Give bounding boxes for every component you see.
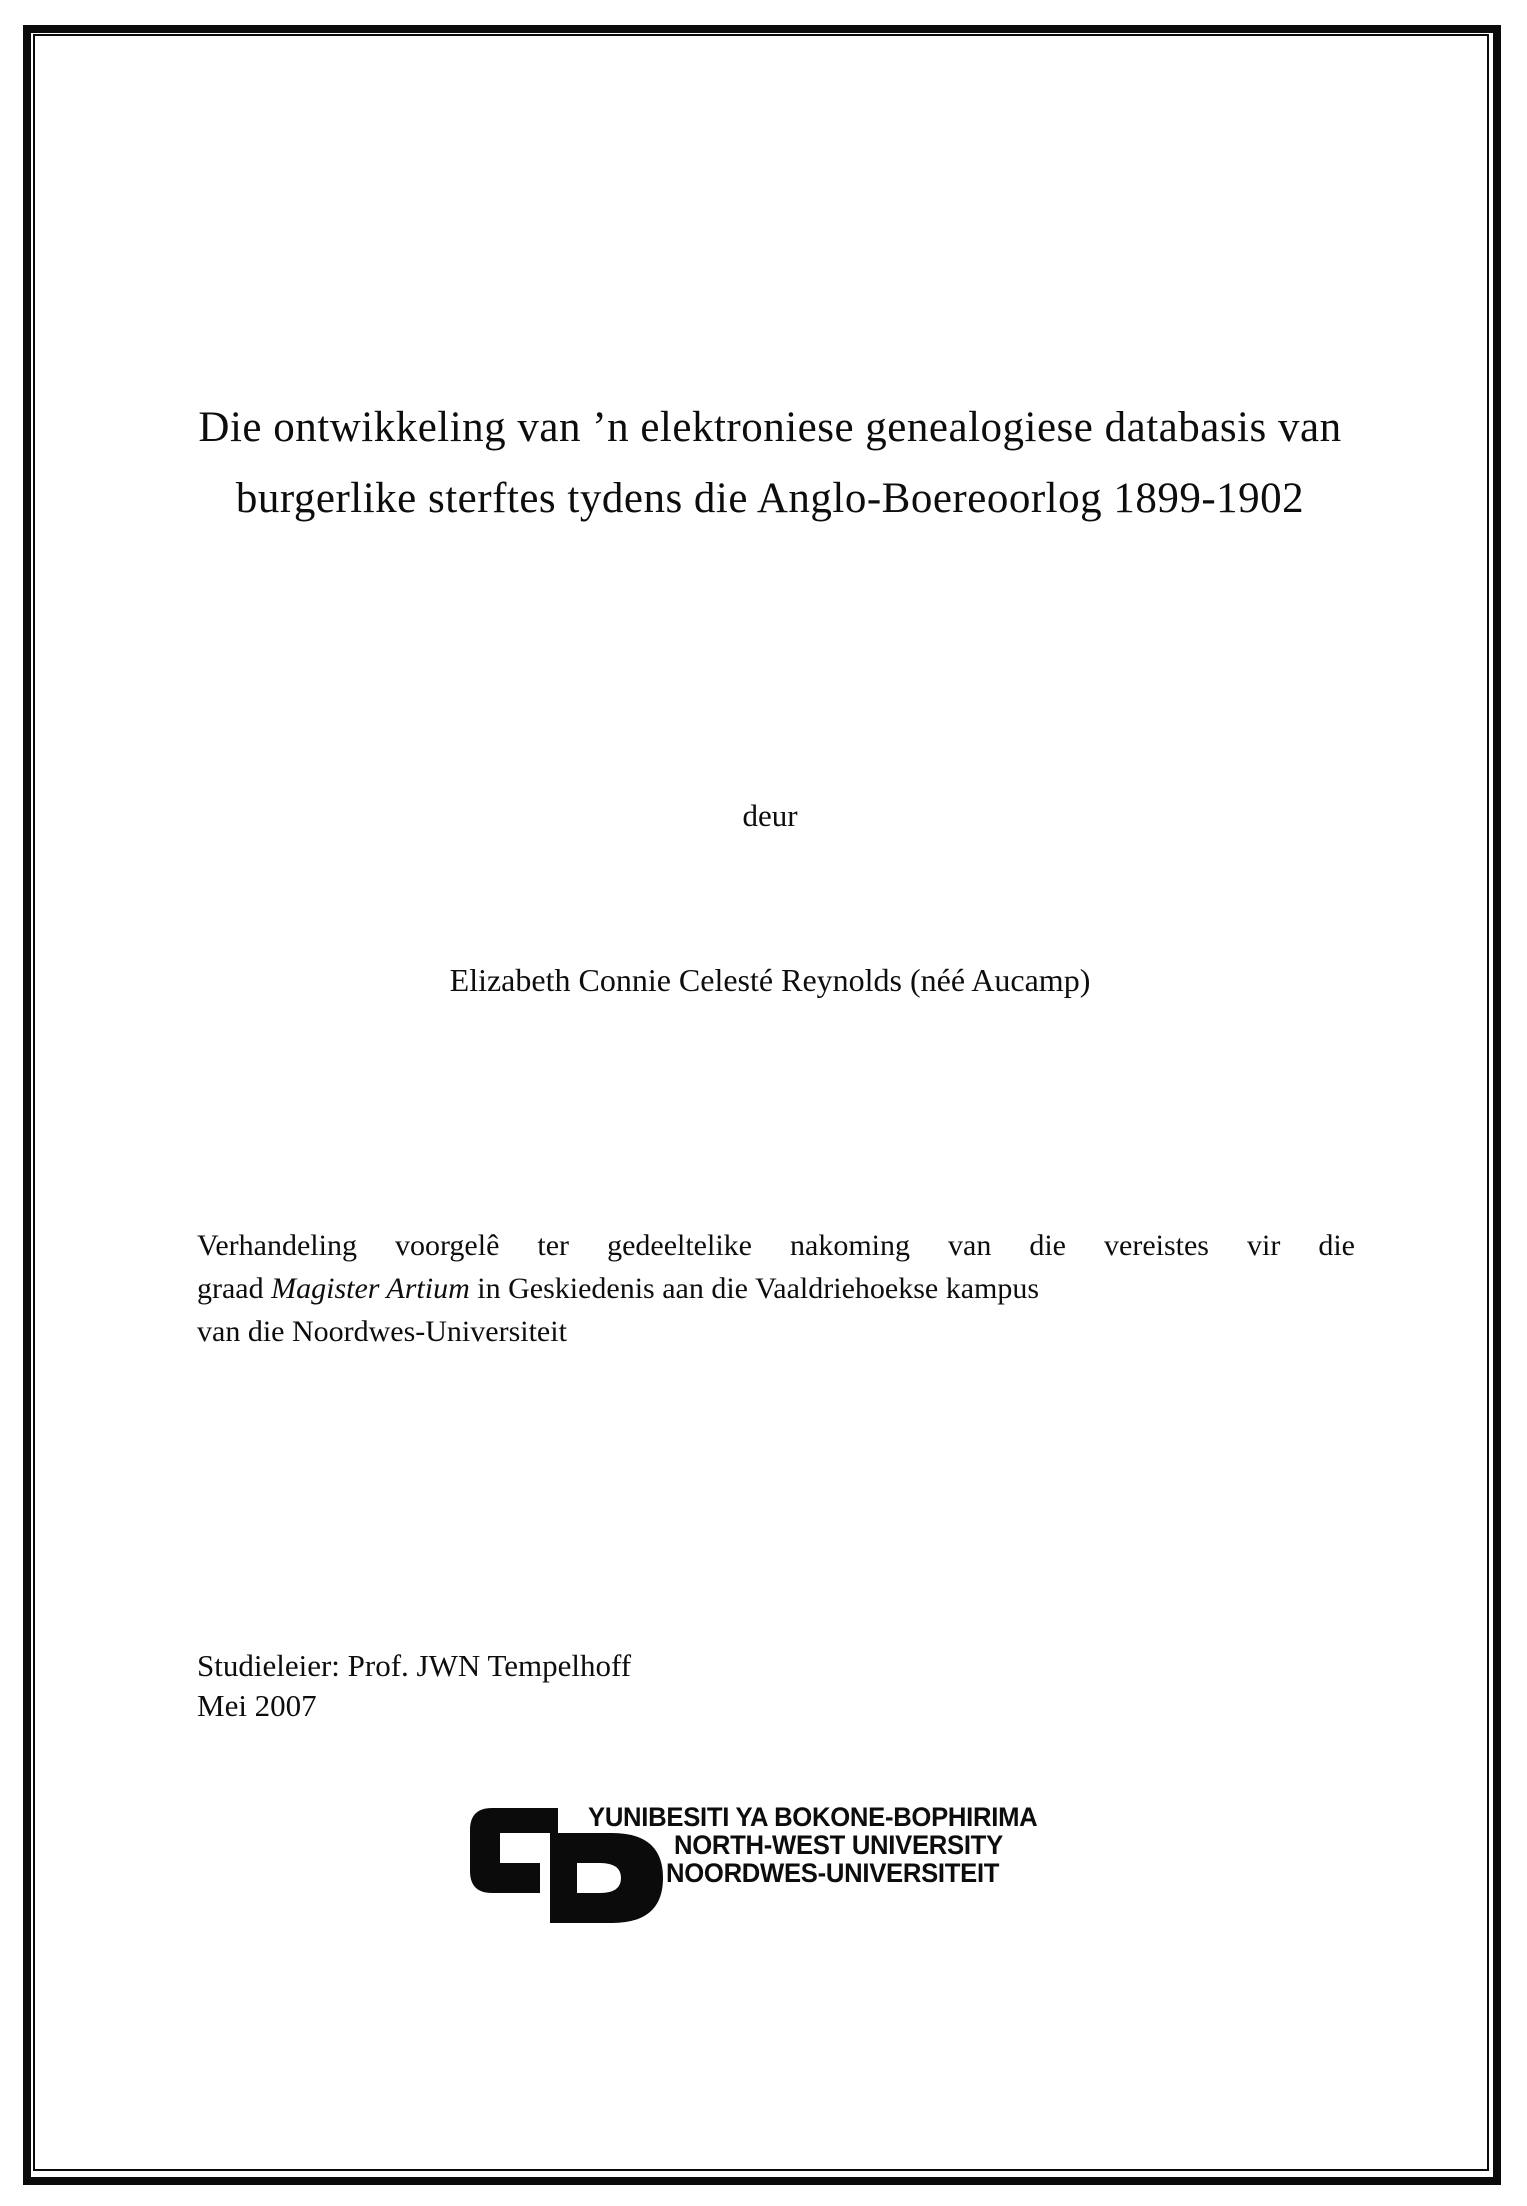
date-line: Mei 2007 [197,1688,317,1723]
submission-line-3: van die Noordwes-Universiteit [197,1315,567,1348]
submission-line-1: Verhandeling voorgelê ter gedeeltelike nakoming van die vereistes vir die [197,1229,1355,1262]
supervisor-line: Studieleier: Prof. JWN Tempelhoff [197,1648,632,1683]
title-line-1: Die ontwikkeling van ’n elektroniese genealogiese databasis van [198,404,1342,451]
submission-statement [197,1224,1355,1353]
thesis-title [100,392,1440,534]
university-name-afrikaans: NOORDWES-UNIVERSITEIT [666,1858,1000,1888]
university-name-english: NORTH-WEST UNIVERSITY [674,1830,1003,1860]
byline-deur: deur [742,798,798,833]
submission-line-2 [197,1267,1355,1310]
submission-line-2-prefix: graad [197,1272,272,1305]
submission-line-2-suffix: in Geskiedenis aan die Vaaldriehoekse kampus [469,1272,1040,1305]
supervisor-block [197,1646,1097,1726]
author-name: Elizabeth Connie Celesté Reynolds (néé Aucamp) [449,962,1091,998]
university-name-setswana: YUNIBESITI YA BOKONE-BOPHIRIMA [588,1802,1038,1832]
title-line-2: burgerlike sterftes tydens die Anglo-Boereoorlog 1899-1902 [235,475,1305,522]
degree-name-italic: Magister Artium [271,1272,470,1305]
